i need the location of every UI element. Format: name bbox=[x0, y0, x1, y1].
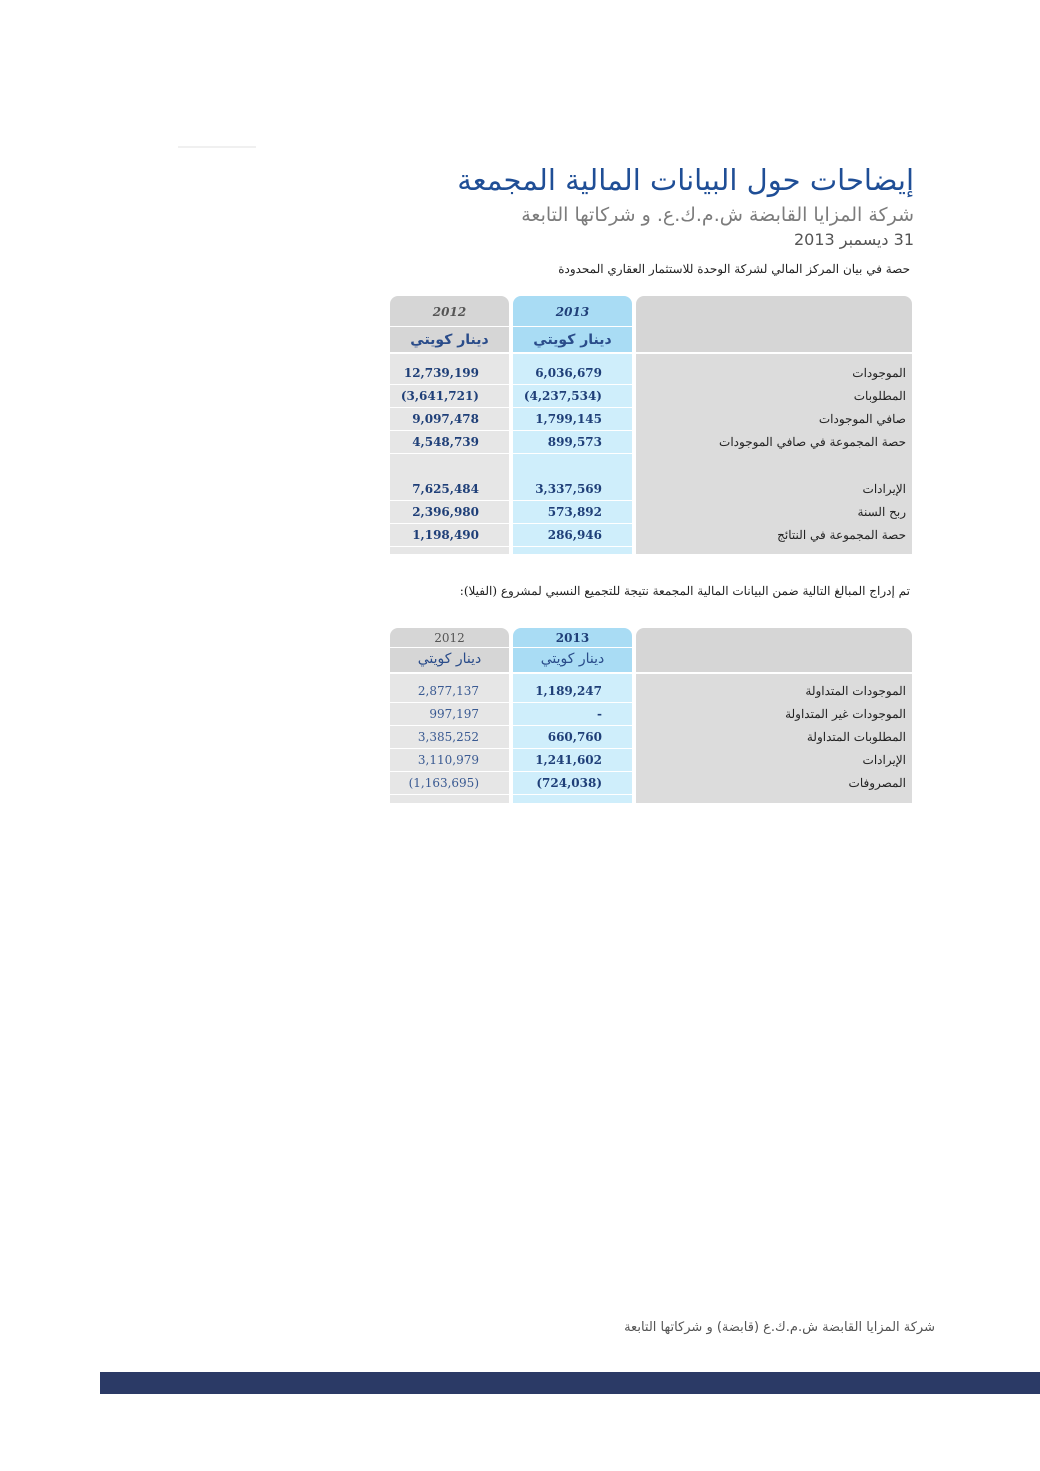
table2-value-2013: 660,760 bbox=[513, 726, 632, 749]
table1-row bbox=[390, 362, 912, 385]
table1-header bbox=[390, 296, 912, 352]
table2-value-2012: (1,163,695) bbox=[390, 772, 509, 795]
table2-value-2013: 1,189,247 bbox=[513, 680, 632, 703]
table1-value-2013: 3,337,569 bbox=[513, 478, 632, 501]
table1-row-label: حصة المجموعة في النتائج bbox=[636, 524, 912, 547]
company-subtitle: شركة المزايا القابضة ش.م.ك.ع. و شركاتها التابعة bbox=[521, 204, 914, 226]
table2-value-2012: 997,197 bbox=[390, 703, 509, 726]
table1-value-2012: (3,641,721) bbox=[390, 385, 509, 408]
table1-row bbox=[390, 385, 912, 408]
footer-bar bbox=[100, 1372, 1040, 1394]
table2-currency-2012: دينار كويتي bbox=[390, 647, 509, 668]
table1-row-label: ربح السنة bbox=[636, 501, 912, 524]
page-title: إيضاحات حول البيانات المالية المجمعة bbox=[457, 163, 914, 197]
table2-year-2013: 2013 bbox=[555, 631, 590, 645]
report-date: 31 ديسمبر 2013 bbox=[793, 230, 914, 249]
table2-value-2013: 1,241,602 bbox=[513, 749, 632, 772]
table1-value-2012: 9,097,478 bbox=[390, 408, 509, 431]
table1-year-2013: 2013 bbox=[555, 305, 590, 319]
table2-header bbox=[390, 628, 912, 672]
table2-row bbox=[390, 772, 912, 795]
table1-year-2012: 2012 bbox=[432, 305, 467, 319]
table2-value-2012: 2,877,137 bbox=[390, 680, 509, 703]
table2-row-label: الموجودات المتداولة bbox=[636, 680, 912, 703]
table2-value-2013: (724,038) bbox=[513, 772, 632, 795]
table1-row-label: الإيرادات bbox=[636, 478, 912, 501]
table1-value-2012: 12,739,199 bbox=[390, 362, 509, 385]
table2-row bbox=[390, 703, 912, 726]
table2-row bbox=[390, 726, 912, 749]
table2-caption: تم إدراج المبالغ التالية ضمن البيانات المالية المجمعة نتيجة للتجميع النسبي لمشروع (الفيلا): bbox=[459, 584, 910, 598]
table2-row bbox=[390, 680, 912, 703]
footer-company-name: شركة المزايا القابضة ش.م.ك.ع (قابضة) و شركاتها التابعة bbox=[624, 1320, 935, 1335]
table1-value-2013: 1,799,145 bbox=[513, 408, 632, 431]
table2-row-label: الموجودات غير المتداولة bbox=[636, 703, 912, 726]
table1-col-2013 bbox=[513, 296, 632, 352]
table2-label-col bbox=[636, 628, 912, 672]
table2-value-2013: - bbox=[513, 703, 632, 726]
table1-row-label: صافي الموجودات bbox=[636, 408, 912, 431]
table1-caption: حصة في بيان المركز المالي لشركة الوحدة للاستثمار العقاري المحدودة bbox=[558, 262, 910, 276]
table1-value-2012: 2,396,980 bbox=[390, 501, 509, 524]
table1-label-col bbox=[636, 296, 912, 352]
table1-row-label: الموجودات bbox=[636, 362, 912, 385]
table2-col-2013 bbox=[513, 628, 632, 672]
table2-row-label: المصروفات bbox=[636, 772, 912, 795]
table1-row bbox=[390, 478, 912, 501]
table1-row-label: حصة المجموعة في صافي الموجودات bbox=[636, 431, 912, 454]
table1-value-2012: 4,548,739 bbox=[390, 431, 509, 454]
table1-row-label: المطلوبات bbox=[636, 385, 912, 408]
table1-value-2013: 899,573 bbox=[513, 431, 632, 454]
table2-value-2012: 3,385,252 bbox=[390, 726, 509, 749]
table1-value-2013: (4,237,534) bbox=[513, 385, 632, 408]
table1-row bbox=[390, 524, 912, 547]
table1-currency-2013: دينار كويتي bbox=[513, 326, 632, 349]
table1-value-2013: 6,036,679 bbox=[513, 362, 632, 385]
table1-value-2012: 1,198,490 bbox=[390, 524, 509, 547]
table2 bbox=[390, 628, 912, 803]
table2-value-2012: 3,110,979 bbox=[390, 749, 509, 772]
table1-col-2012 bbox=[390, 296, 509, 352]
table2-currency-2013: دينار كويتي bbox=[513, 647, 632, 668]
table1-value-2012: 7,625,484 bbox=[390, 478, 509, 501]
table1-row bbox=[390, 431, 912, 454]
table1 bbox=[390, 296, 912, 554]
table2-col-2012 bbox=[390, 628, 509, 672]
table2-row bbox=[390, 749, 912, 772]
table2-row-label: المطلوبات المتداولة bbox=[636, 726, 912, 749]
table1-spacer bbox=[390, 454, 912, 478]
table1-currency-2012: دينار كويتي bbox=[390, 326, 509, 349]
table1-value-2013: 286,946 bbox=[513, 524, 632, 547]
table2-year-2012: 2012 bbox=[434, 631, 465, 645]
table1-row bbox=[390, 501, 912, 524]
table2-row-label: الإيرادات bbox=[636, 749, 912, 772]
top-mark bbox=[178, 146, 256, 148]
table1-value-2013: 573,892 bbox=[513, 501, 632, 524]
table1-row bbox=[390, 408, 912, 431]
